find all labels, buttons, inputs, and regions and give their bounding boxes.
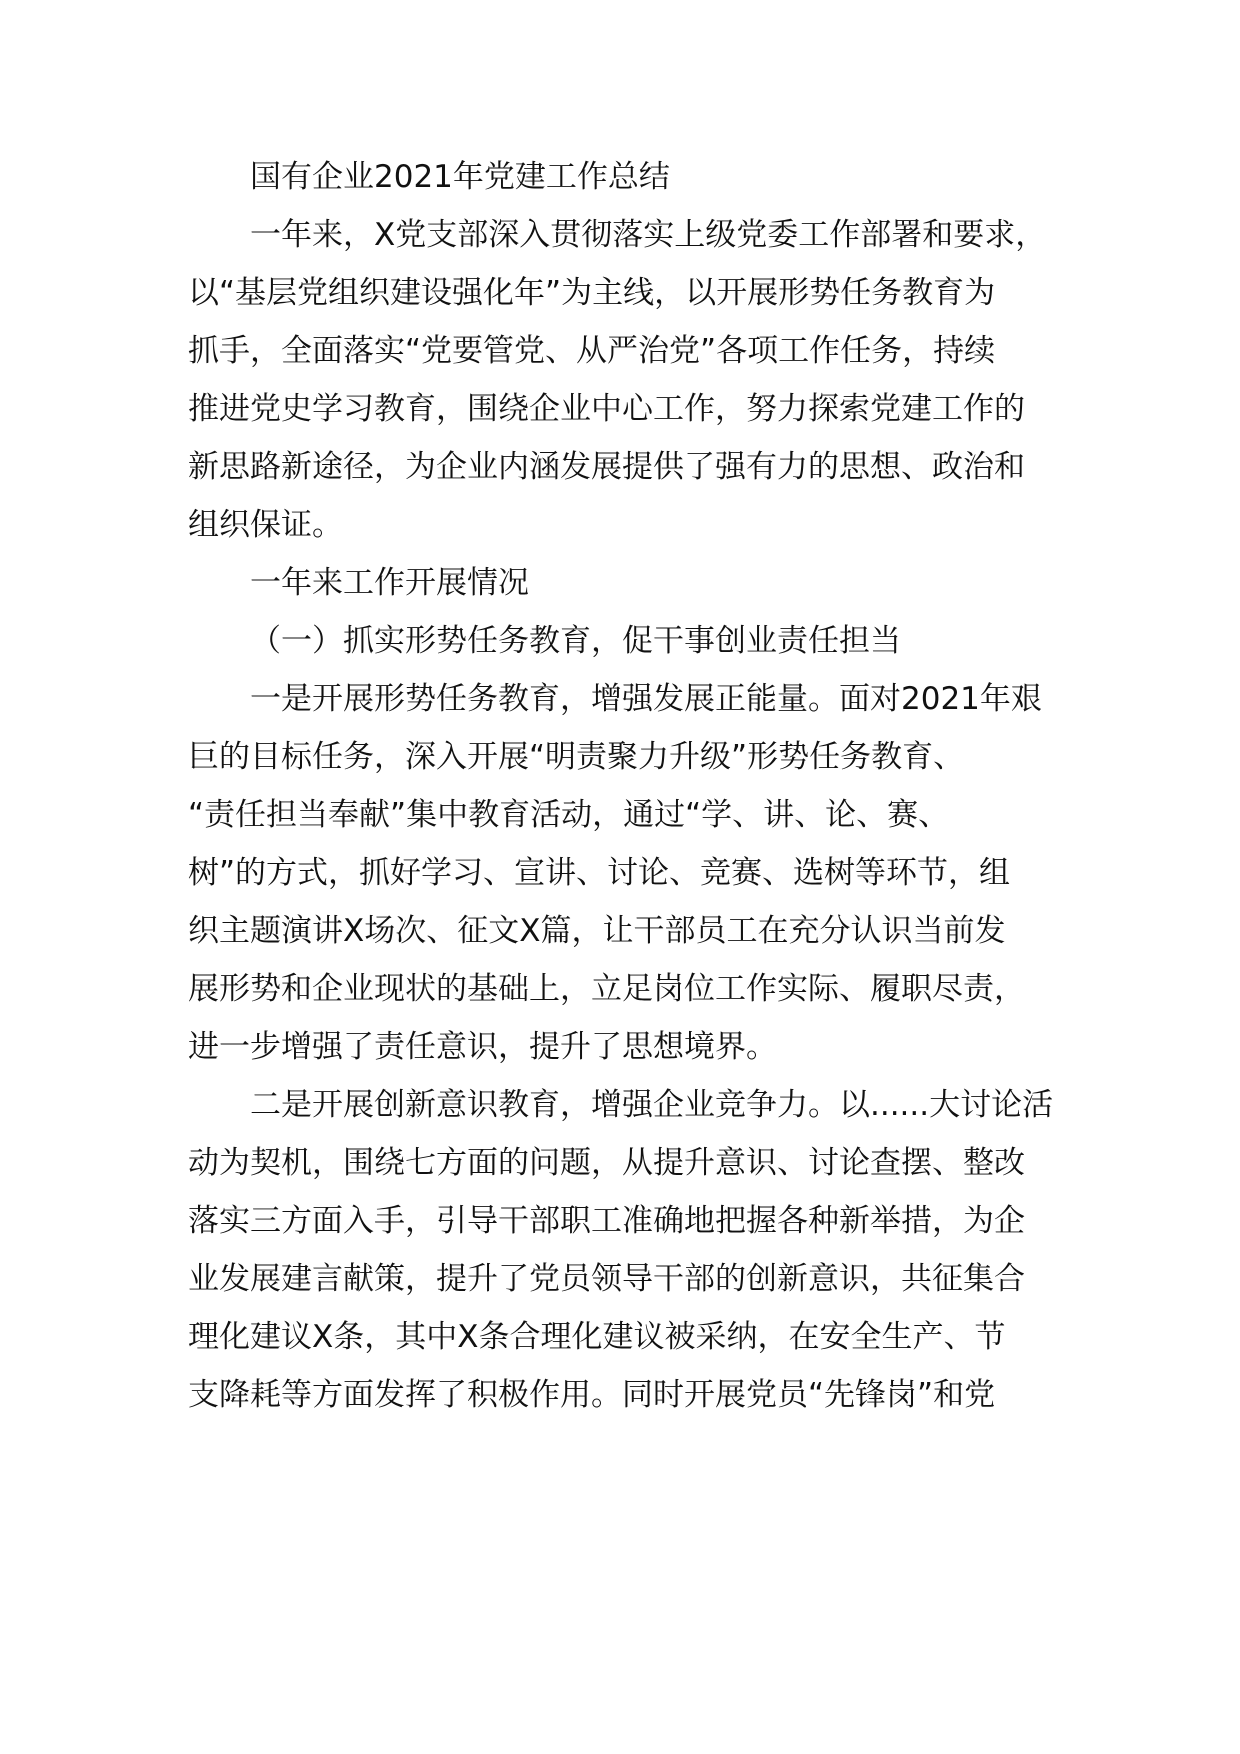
paragraph-line: 一是开展形势任务教育，增强发展正能量。面对2021年艰 — [250, 681, 1042, 717]
paragraph-line: 落实三方面入手，引导干部职工准确地把握各种新举措，为企 — [188, 1203, 1025, 1239]
paragraph-line: 推进党史学习教育，围绕企业中心工作，努力探索党建工作的 — [188, 391, 1025, 427]
document-title: 国有企业2021年党建工作总结 — [250, 159, 670, 195]
paragraph-line: 新思路新途径，为企业内涵发展提供了强有力的思想、政治和 — [188, 449, 1025, 485]
paragraph-line: 一年来，X党支部深入贯彻落实上级党委工作部署和要求， — [250, 217, 1047, 253]
paragraph-line: 巨的目标任务，深入开展“明责聚力升级”形势任务教育、 — [188, 739, 965, 775]
paragraph-line: 织主题演讲X场次、征文X篇，让干部员工在充分认识当前发 — [188, 913, 1006, 949]
section-heading: 一年来工作开展情况 — [250, 565, 529, 601]
paragraph-line: 抓手，全面落实“党要管党、从严治党”各项工作任务，持续 — [188, 333, 996, 369]
paragraph-line: 二是开展创新意识教育，增强企业竞争力。以......大讨论活 — [250, 1087, 1054, 1123]
paragraph-line: 以“基层党组织建设强化年”为主线，以开展形势任务教育为 — [188, 275, 996, 311]
paragraph-line: 理化建议X条，其中X条合理化建议被采纳，在安全生产、节 — [188, 1319, 1006, 1355]
paragraph-line: 进一步增强了责任意识，提升了思想境界。 — [188, 1029, 777, 1065]
subsection-heading: （一）抓实形势任务教育，促干事创业责任担当 — [250, 623, 901, 659]
paragraph-line: 展形势和企业现状的基础上，立足岗位工作实际、履职尽责， — [188, 971, 1025, 1007]
paragraph-line: 支降耗等方面发挥了积极作用。同时开展党员“先锋岗”和党 — [188, 1377, 996, 1413]
paragraph-line: 业发展建言献策，提升了党员领导干部的创新意识，共征集合 — [188, 1261, 1025, 1297]
paragraph-line: “责任担当奉献”集中教育活动，通过“学、讲、论、赛、 — [188, 797, 950, 833]
paragraph-line: 动为契机，围绕七方面的问题，从提升意识、讨论查摆、整改 — [188, 1145, 1025, 1181]
paragraph-line: 树”的方式，抓好学习、宣讲、讨论、竞赛、选树等环节，组 — [188, 855, 1011, 891]
paragraph-line: 组织保证。 — [188, 507, 343, 543]
